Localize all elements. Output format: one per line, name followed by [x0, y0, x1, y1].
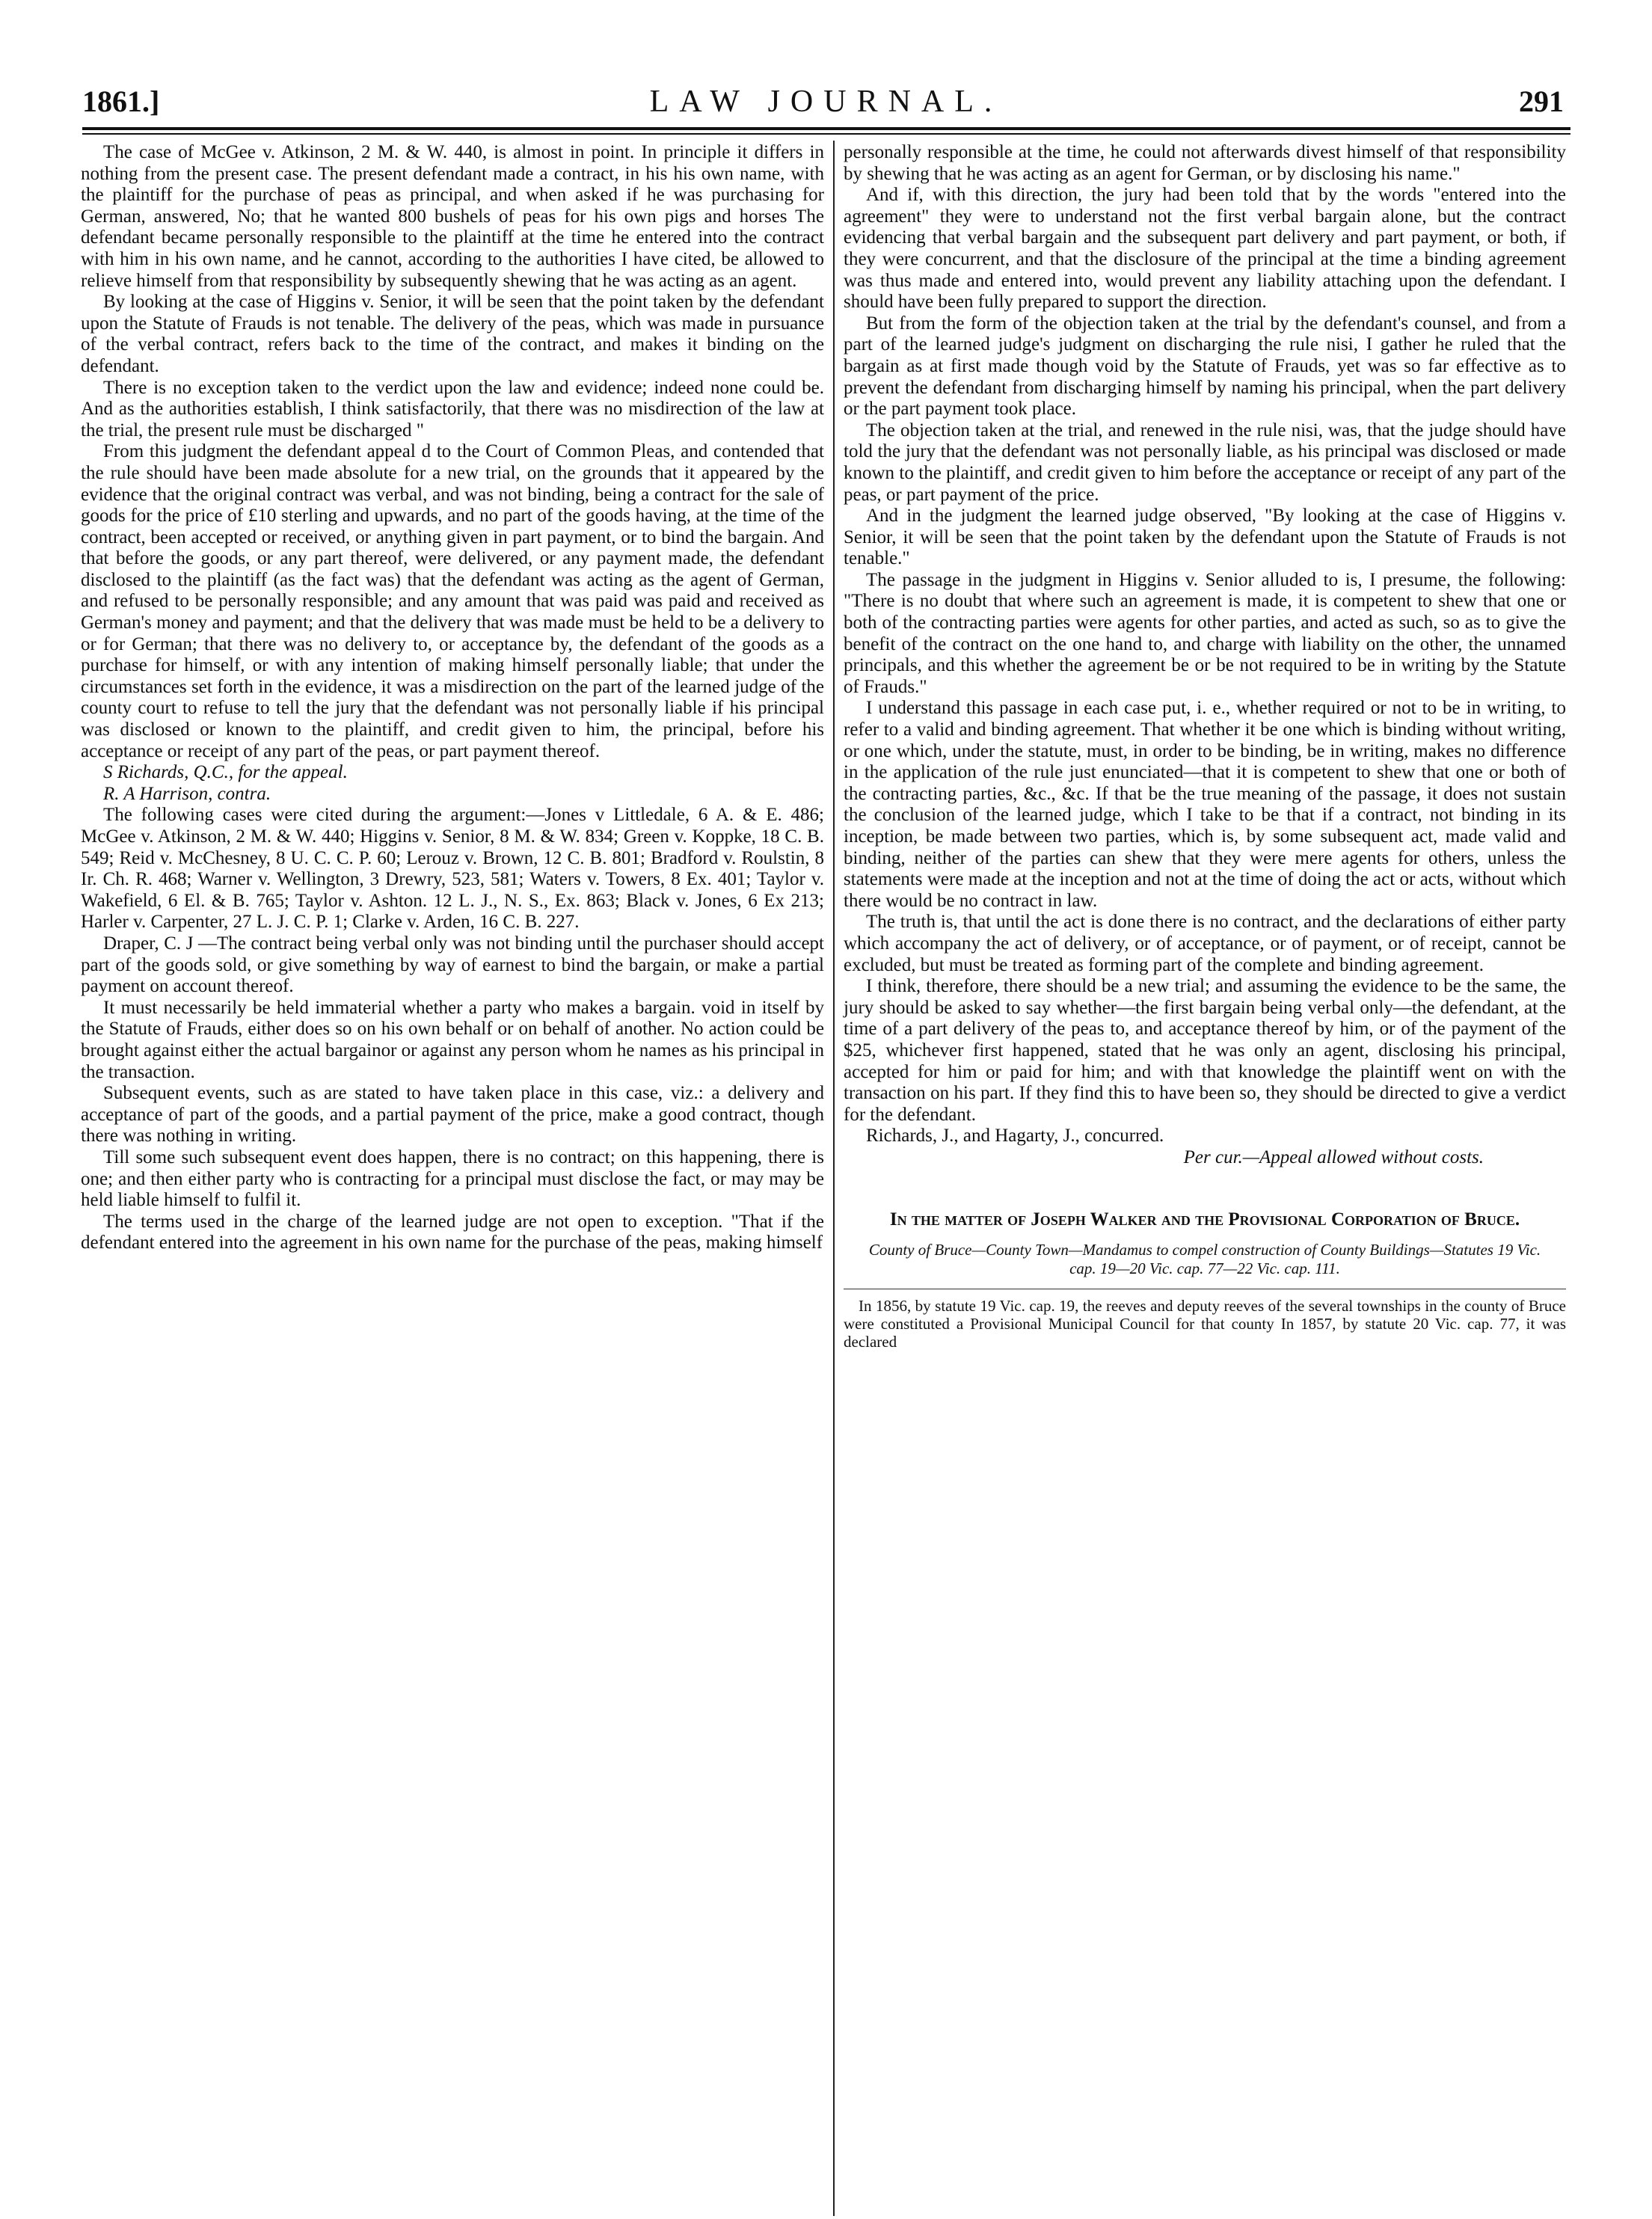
- header-title: LAW JOURNAL.: [649, 85, 1003, 119]
- left-column: [81, 142, 824, 1254]
- paragraph: But from the form of the objection taken at the trial by the defendant's counsel, and from a part of the learned judge's judgment on discharging the rule nisi, I gather he ruled that the bargain as at first made though void by the Statute of Frauds, yet was so far effective as to prevent the defendant from discharging himself by naming his principal, when the part delivery or the part payment took place.: [844, 313, 1566, 420]
- case-headnote: County of Bruce—County Town—Mandamus to compel construction of County Buildings—Statutes 19 Vic. cap. 19—20 Vic. cap. 77—22 Vic. cap. 111.: [868, 1240, 1541, 1277]
- paragraph: Subsequent events, such as are stated to have taken place in this case, viz.: a delivery and acceptance of part of the goods, and a partial payment of the price, make a good contract, though there was nothing in writing.: [81, 1083, 824, 1147]
- paragraph: It must necessarily be held immaterial whether a party who makes a bargain. void in itself by the Statute of Frauds, either does so on his own behalf or on behalf of another. No action could be brought against either the actual bargainor or against any person whom he names as his principal in the transaction.: [81, 997, 824, 1082]
- header-year: 1861.]: [82, 85, 160, 118]
- paragraph: I understand this passage in each case put, i. e., whether required or not to be in writing, to refer to a valid and binding agreement. That whether it be one which is binding without writing, or one which, under the statute, must, in order to be binding, be in writing, makes no difference in the application of the rule just enunciated—that it is competent to shew that one or both of the contracting parties, &c., &c. If that be the true meaning of the passage, it does not sustain the conclusion of the learned judge, which I take to be that if a contract, not binding in its inception, be made between two parties, which is, by some subsequent act, made valid and binding, neither of the parties can shew that they were mere agents for others, unless the statements were made at the inception and not at the time of doing the act or acts, without which there would be no contract in law.: [844, 698, 1566, 911]
- per-curiam-line: Per cur.—Appeal allowed without costs.: [1183, 1147, 1484, 1167]
- column-divider: [833, 141, 835, 2216]
- paragraph: And if, with this direction, the jury had been told that by the words "entered into the agreement" they were to understand not the first verbal bargain alone, but the contract evidencing that verbal bargain and the subsequent part delivery and part payment, or both, if they were concurrent, and that the disclosure of the principal at the time a binding agreement was thus made and entered into, would prevent any liability attaching upon the defendant. I should have been fully prepared to support the direction.: [844, 185, 1566, 313]
- right-column: [844, 142, 1566, 1351]
- cases-cited: The following cases were cited during the argument:—Jones v Littledale, 6 A. & E. 486; McGee v. Atkinson, 2 M. & W. 440; Higgins v. Senior, 8 M. & W. 834; Green v. Koppke, 18 C. B. 549; Reid v. McChesney, 8 U. C. C. P. 60; Lerouz v. Brown, 12 C. B. 801; Bradford v. Roulstin, 8 Ir. Ch. R. 468; Warner v. Wellington, 3 Drewry, 523, 581; Waters v. Towers, 8 Ex. 401; Taylor v. Wakefield, 6 El. & B. 765; Taylor v. Ashton. 12 L. J., N. S., Ex. 863; Black v. Jones, 6 Ex 213; Harler v. Carpenter, 27 L. J. C. P. 1; Clarke v. Arden, 16 C. B. 227.: [81, 805, 824, 933]
- paragraph: I think, therefore, there should be a new trial; and assuming the evidence to be the same, the jury should be asked to say whether—the first bargain being verbal only—the defendant, at the time of a part delivery of the peas to, and acceptance thereof by him, or of the payment of the $25, whichever first happened, stated that he was only an agent, disclosing his principal, accepted for him or paid for him; and with that knowledge the plaintiff went on with the transaction on his part. If they find this to have been so, they should be directed to give a verdict for the defendant.: [844, 976, 1566, 1125]
- concurrence-line: Richards, J., and Hagarty, J., concurred.: [866, 1126, 1164, 1147]
- header-rule: [82, 127, 1570, 130]
- paragraph: Draper, C. J —The contract being verbal only was not binding until the purchaser should accept part of the goods sold, or give something by way of earnest to bind the bargain, or make a partial payment on account thereof.: [81, 933, 824, 997]
- case-body: In 1856, by statute 19 Vic. cap. 19, the reeves and deputy reeves of the several townships in the county of Bruce were constituted a Provisional Municipal Council for that county In 1857, by statute 20 Vic. cap. 77, it was declared: [844, 1296, 1566, 1351]
- paragraph: By looking at the case of Higgins v. Senior, it will be seen that the point taken by the defendant upon the Statute of Frauds is not tenable. The delivery of the peas, which was made in pursuance of the verbal contract, refers back to the time of the contract, and makes it binding on the defendant.: [81, 292, 824, 376]
- paragraph: The terms used in the charge of the learned judge are not open to exception. "That if the defendant entered into the agreement in his own name for the purchase of the peas, making himself: [81, 1211, 824, 1253]
- paragraph: The truth is, that until the act is done there is no contract, and the declarations of either party which accompany the act of delivery, or of acceptance, or of payment, or of receipt, cannot be excluded, but must be treated as forming part of the complete and binding agreement.: [844, 912, 1566, 975]
- paragraph: The case of McGee v. Atkinson, 2 M. & W. 440, is almost in point. In principle it differs in nothing from the present case. The present defendant made a contract, in his his own name, with the plaintiff for the purchase of peas as principal, and when asked if he was purchasing for German, answered, No; that he wanted 800 bushels of peas for his own pigs and horses The defendant became personally responsible to the plaintiff at the time he entered into the contract with him in his own name, and he cannot, according to the authorities I have cited, be allowed to relieve himself from that responsibility by subsequently shewing that he was acting as an agent.: [81, 142, 824, 291]
- header-rule-thin: [82, 133, 1570, 135]
- paragraph: And in the judgment the learned judge observed, "By looking at the case of Higgins v. Senior, it will be seen that the point taken by the defendant upon the Statute of Frauds is not tenable.": [844, 506, 1566, 569]
- paragraph: From this judgment the defendant appeal d to the Court of Common Pleas, and contended that the rule should have been made absolute for a new trial, on the grounds that it appeared by the evidence that the original contract was verbal, and was not binding, being a contract for the sale of goods for the price of £10 sterling and upwards, and no part of the goods having, at the time of the contract, been accepted or received, or anything given in part payment, or to bind the bargain. And that before the goods, or any part thereof, were delivered, or any payment made, the defendant disclosed to the plaintiff (as the fact was) that the defendant was acting as the agent of German, and refused to be personally responsible; and any amount that was paid was paid and received as German's money and payment; and that the delivery that was made must be held to be a delivery to or for German; that there was no delivery to, or acceptance by, the defendant of the goods as a purchase for himself, or with any intention of making himself personally liable; that under the circumstances set forth in the evidence, it was a misdirection on the part of the learned judge of the county court to refuse to tell the jury that the defendant was not personally liable if his principal was disclosed or known to the plaintiff, and credit given to him, the principal, before his acceptance or receipt of any part of the peas, or part payment thereof.: [81, 441, 824, 761]
- paragraph: personally responsible at the time, he could not afterwards divest himself of that responsibility by shewing that he was acting as an agent for German, or by disclosing his name.": [844, 142, 1566, 184]
- paragraph: Till some such subsequent event does happen, there is no contract; on this happening, there is one; and then either party who is contracting for a principal must disclose the fact, or may may be held liable himself to fulfil it.: [81, 1147, 824, 1211]
- paragraph: The passage in the judgment in Higgins v. Senior alluded to is, I presume, the following: "There is no doubt that where such an agreement is made, it is competent to shew that one or both of the contracting parties were agents for other parties, and acted as such, so as to give the benefit of the contract on the one hand to, and charge with liability on the other, the unnamed principals, and this whether the agreement be or be not required to be in writing by the Statute of Frauds.": [844, 569, 1566, 697]
- paragraph: The objection taken at the trial, and renewed in the rule nisi, was, that the judge should have told the jury that the defendant was not personally liable, as his principal was disclosed or made known to the plaintiff, and credit given to him before the acceptance or receipt of any part of the peas, or part payment of the price.: [844, 420, 1566, 505]
- header-page-number: 291: [1519, 85, 1564, 118]
- counsel-line: R. A Harrison, contra.: [103, 783, 271, 804]
- counsel-line: S Richards, Q.C., for the appeal.: [103, 762, 348, 783]
- case-title: In the matter of Joseph Walker and the Provisional Corporation of Bruce.: [889, 1209, 1520, 1230]
- paragraph: There is no exception taken to the verdict upon the law and evidence; indeed none could be. And as the authorities establish, I think satisfactorily, that there was no misdirection of the law at the trial, the present rule must be discharged ": [81, 377, 824, 441]
